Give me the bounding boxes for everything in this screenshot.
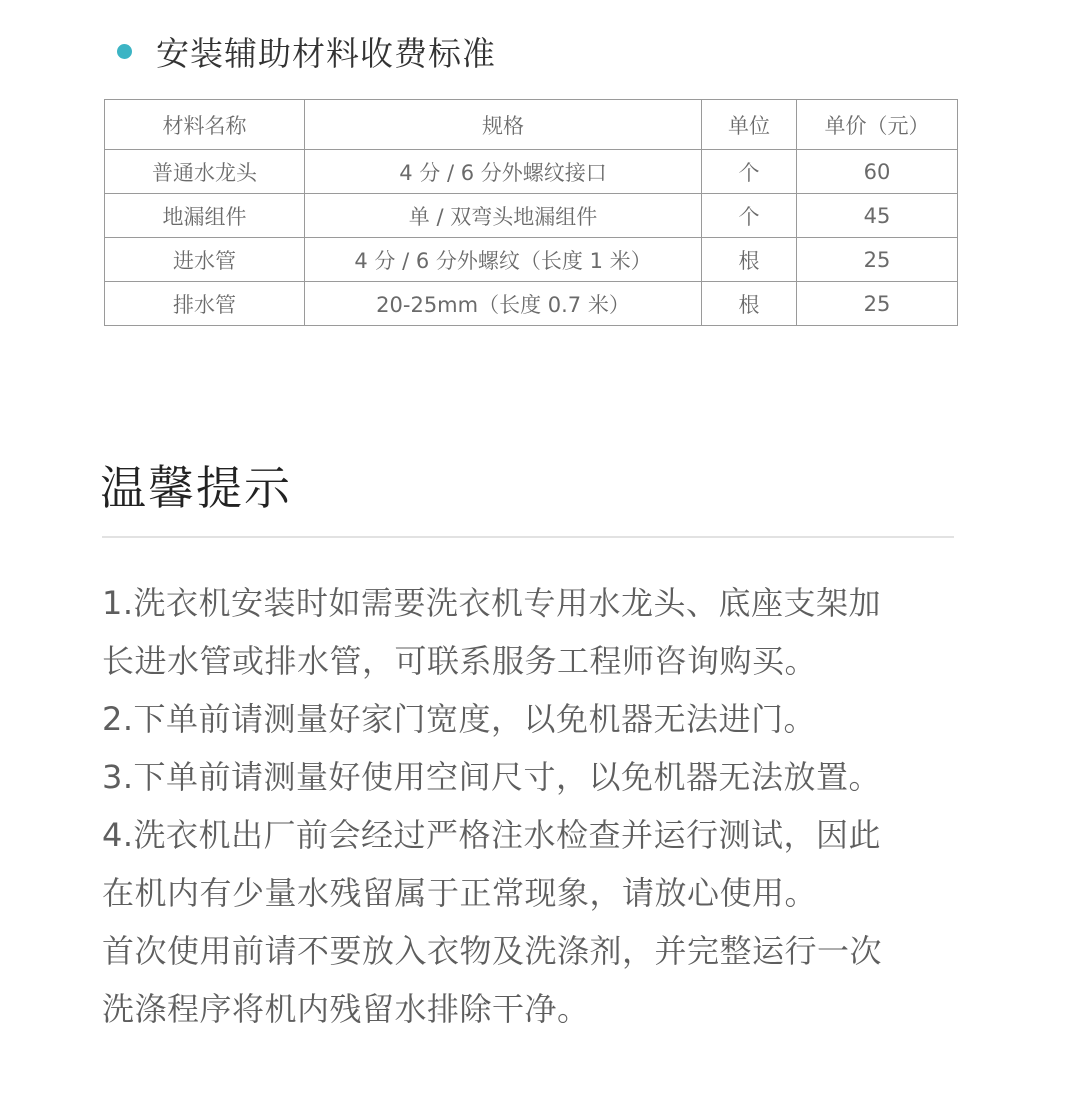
divider [102, 536, 954, 538]
cell-unit: 个 [702, 150, 797, 194]
bullet-dot-icon [117, 44, 132, 59]
tip-line: 首次使用前请不要放入衣物及洗涤剂，并完整运行一次 [102, 932, 883, 970]
cell-material-name: 排水管 [105, 282, 305, 326]
tip-line: 长进水管或排水管，可联系服务工程师咨询购买。 [102, 642, 818, 680]
cell-spec: 单 / 双弯头地漏组件 [305, 194, 702, 238]
cell-price: 25 [797, 282, 958, 326]
cell-unit: 根 [702, 282, 797, 326]
header-material-name: 材料名称 [105, 100, 305, 150]
tip-line: 洗涤程序将机内残留水排除干净。 [102, 990, 590, 1028]
section-header [117, 26, 496, 76]
cell-price: 45 [797, 194, 958, 238]
cell-price: 60 [797, 150, 958, 194]
tip-line: 1.洗衣机安装时如需要洗衣机专用水龙头、底座支架加 [102, 584, 882, 622]
table-row [105, 194, 958, 238]
cell-spec: 20-25mm（长度 0.7 米） [305, 282, 702, 326]
header-price: 单价（元） [797, 100, 958, 150]
cell-material-name: 地漏组件 [105, 194, 305, 238]
cell-spec: 4 分 / 6 分外螺纹接口 [305, 150, 702, 194]
cell-unit: 根 [702, 238, 797, 282]
tip-line: 2.下单前请测量好家门宽度，以免机器无法进门。 [102, 700, 817, 738]
cell-price: 25 [797, 238, 958, 282]
tips-list [102, 574, 1002, 1038]
cell-material-name: 进水管 [105, 238, 305, 282]
header-spec: 规格 [305, 100, 702, 150]
cell-unit: 个 [702, 194, 797, 238]
tip-line: 4.洗衣机出厂前会经过严格注水检查并运行测试，因此 [102, 816, 882, 854]
tips-title: 温馨提示 [100, 461, 292, 515]
table-row [105, 150, 958, 194]
cell-material-name: 普通水龙头 [105, 150, 305, 194]
cell-spec: 4 分 / 6 分外螺纹（长度 1 米） [305, 238, 702, 282]
section-title: 安装辅助材料收费标准 [156, 33, 496, 73]
header-unit: 单位 [702, 100, 797, 150]
table-header-row [105, 100, 958, 150]
table-row [105, 282, 958, 326]
tip-line: 在机内有少量水残留属于正常现象，请放心使用。 [102, 874, 818, 912]
table-row [105, 238, 958, 282]
tip-line: 3.下单前请测量好使用空间尺寸，以免机器无法放置。 [102, 758, 882, 796]
fee-table [104, 99, 958, 326]
